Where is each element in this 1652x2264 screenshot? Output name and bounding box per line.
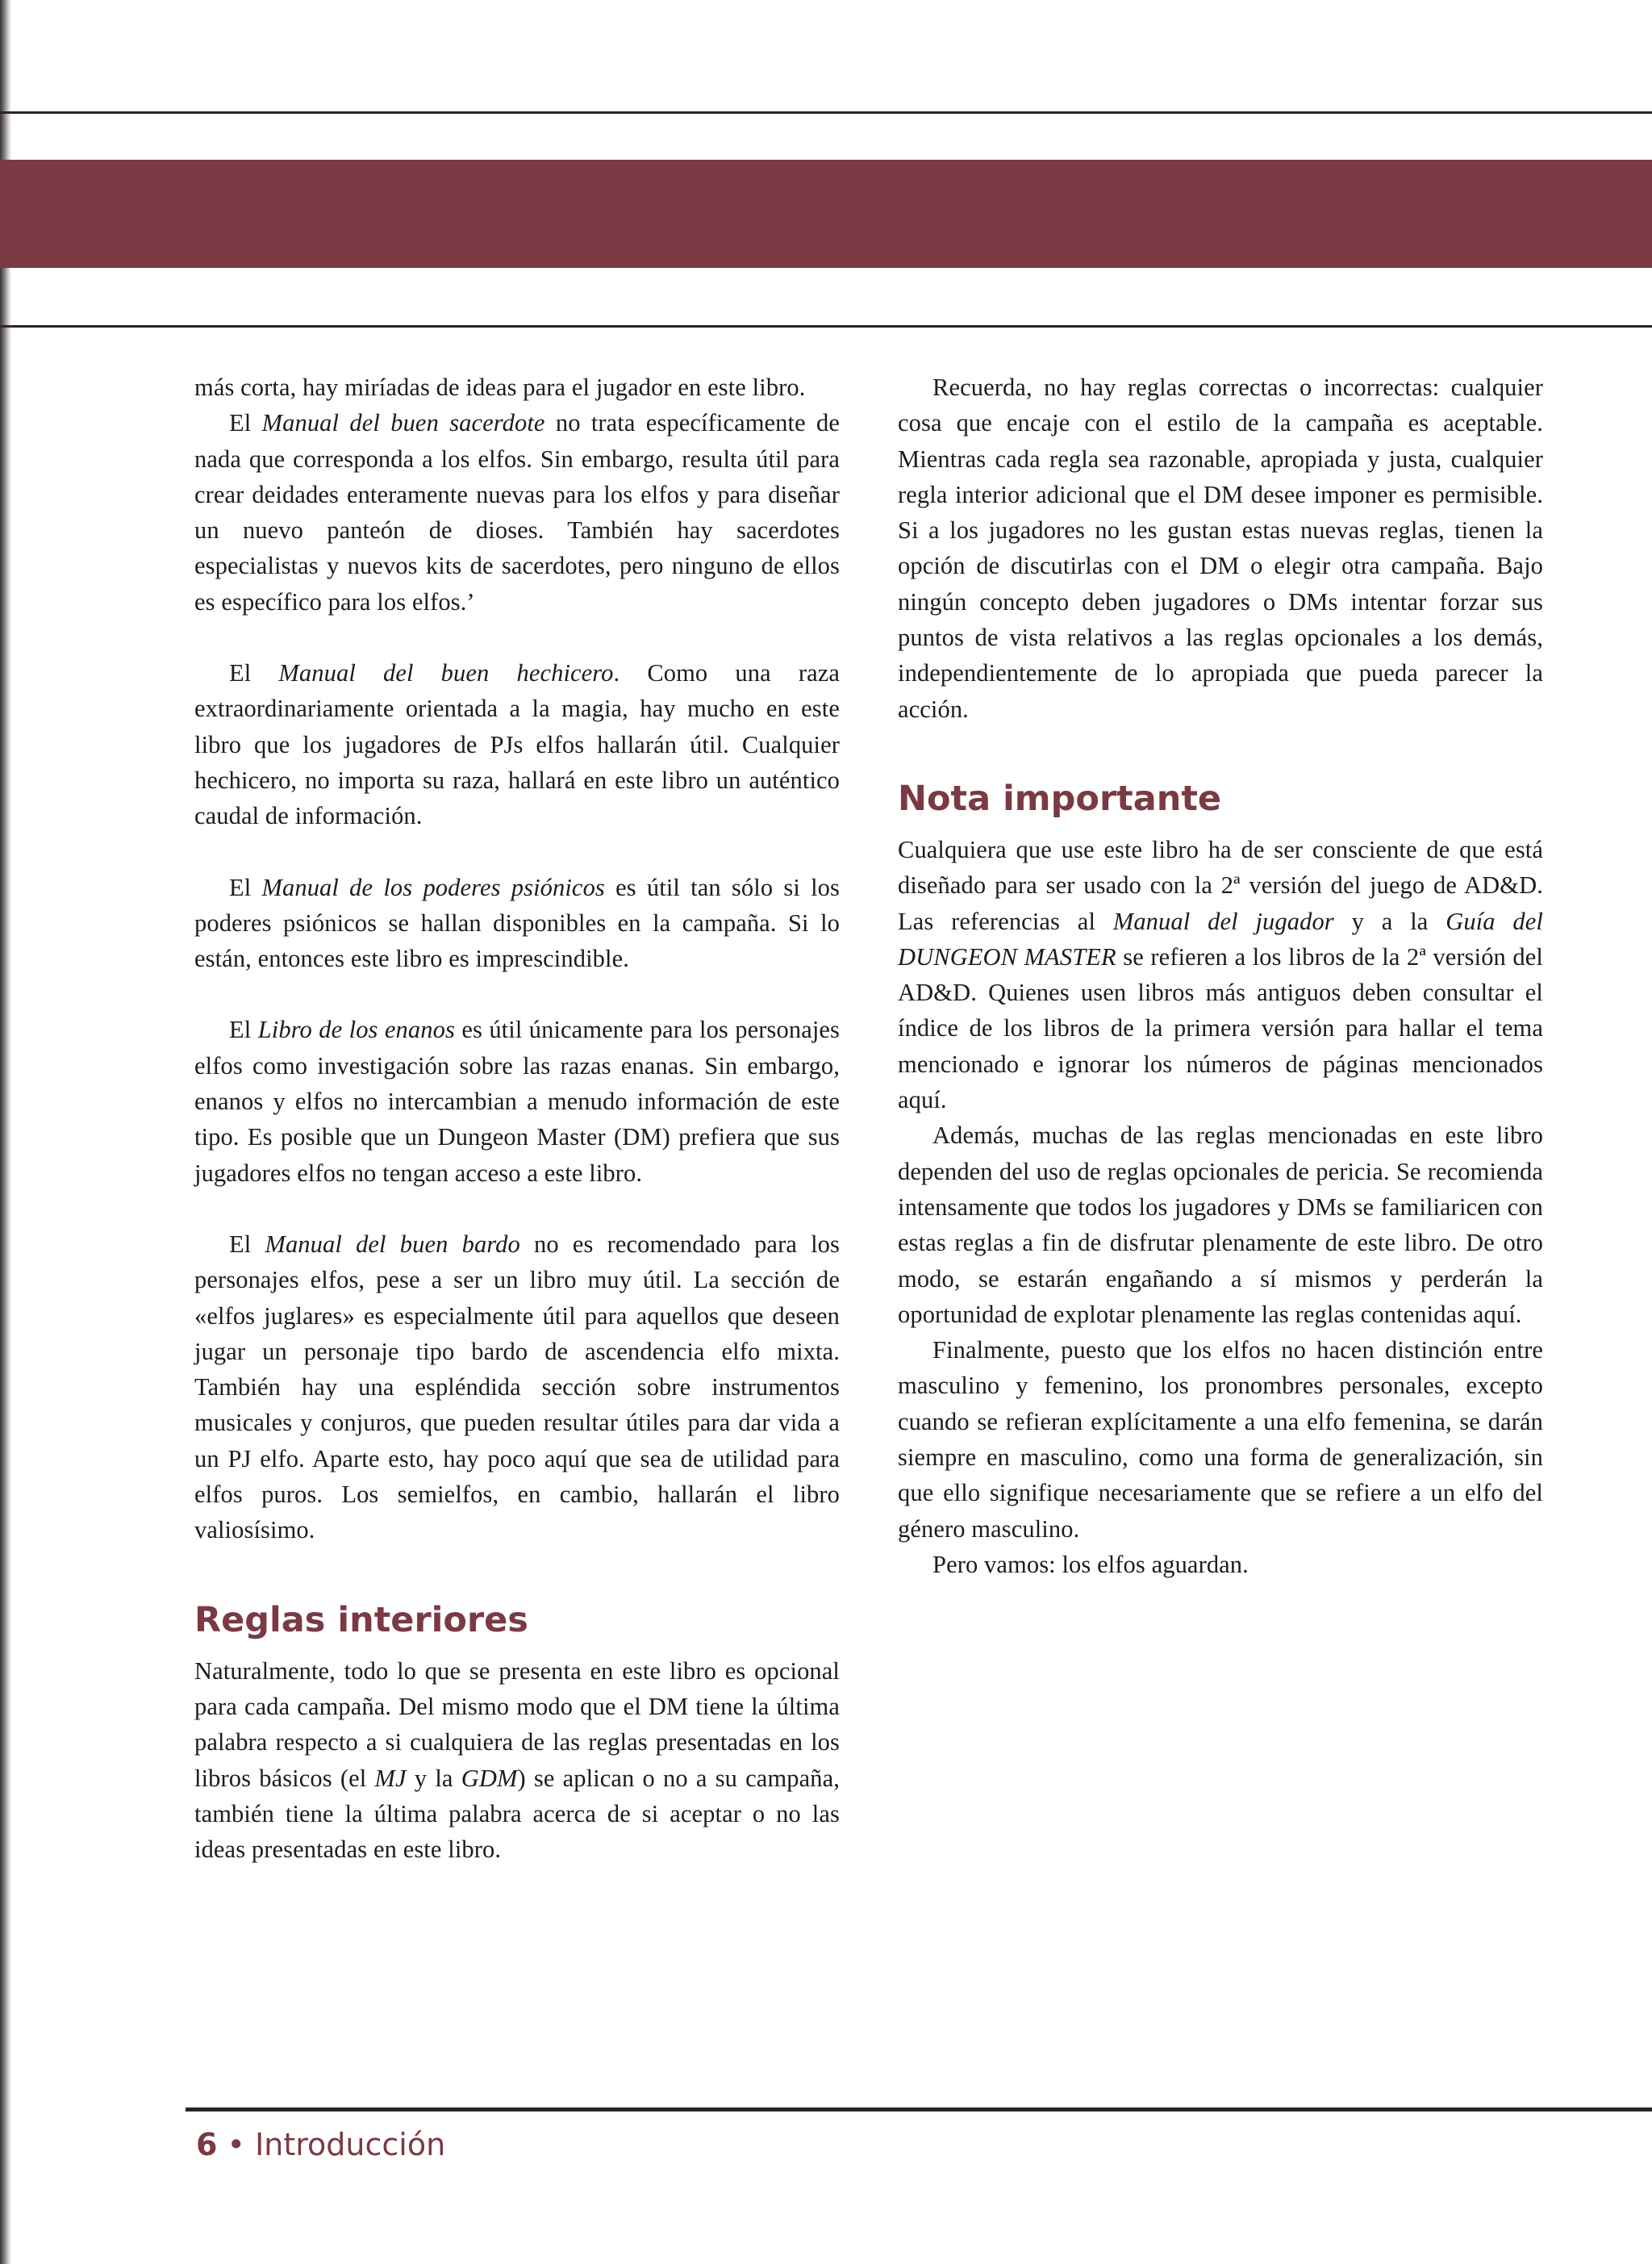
paragraph: El Libro de los enanos es útil únicamente para los personajes elfos como investigación sobre las razas enanas. Sin embargo, enanos y elfos no intercambian a menudo información de este tipo. Es posible que un Dungeon Master (DM) prefiera que sus jugadores elfos no tengan acceso a este libro. (194, 1016, 841, 1187)
paragraph: Pero vamos: los elfos aguardan. (932, 1550, 1249, 1578)
book-title: Manual del buen sacerdote (261, 409, 545, 437)
header-band (0, 160, 1652, 268)
paragraph: más corta, hay miríadas de ideas para el jugador en este libro. (194, 374, 806, 401)
book-title: Manual del buen bardo (265, 1230, 520, 1258)
scan-edge-shadow (0, 0, 11, 2264)
paragraph: Cualquiera que use este libro ha de ser consciente de que está diseñado para ser usado con la 2ª versión del juego de AD&D. Las referencias al Manual del jugador y a la Guía del DUNGEON MASTER se refieren a los libros de la 2ª versión del AD&D. Quienes usen libros más antiguos deben consultar el índice de los libros de la primera versión para hallar el tema mencionado e ignorar los números de páginas mencionados aquí. (898, 835, 1543, 1114)
section-heading-reglas-interiores: Reglas interiores (194, 1599, 528, 1640)
book-title: Manual de los poderes psiónicos (261, 873, 605, 901)
paragraph: El Manual del buen bardo no es recomendado para los personajes elfos, pese a ser un libro muy útil. La sección de «elfos juglares» es especialmente útil para aquellos que deseen jugar un personaje tipo bardo de ascendencia elfo mixta. También hay una espléndida sección sobre instrumentos musicales y conjuros, que pueden resultar útiles para dar vida a un PJ elfo. Aparte esto, hay poco aquí que sea de utilidad para elfos puros. Los semielfos, en cambio, hallarán el libro valiosísimo. (194, 1230, 840, 1544)
paragraph: Finalmente, puesto que los elfos no hacen distinción entre masculino y femenino, los pronombres personales, excepto cuando se refieran explícitamente a una elfo femenina, se darán siempre en masculino, como una forma de generalización, sin que ello signifique necesariamente que se refiere a un elfo del género masculino. (898, 1336, 1543, 1543)
left-column (194, 370, 840, 1867)
paragraph: Además, muchas de las reglas mencionadas en este libro dependen del uso de reglas opcionales de pericia. Se recomienda intensamente que todos los jugadores y DMs se familiaricen con estas reglas a fin de disfrutar plenamente de este libro. De otro modo, se estarán engañando a sí mismos y perderán la oportunidad de explotar plenamente las reglas contenidas aquí. (898, 1122, 1543, 1328)
right-column (898, 370, 1543, 1582)
book-title: Libro de los enanos (257, 1016, 455, 1044)
paragraph: Naturalmente, todo lo que se presenta en este libro es opcional para cada campaña. Del mismo modo que el DM tiene la última palabra respecto a si cualquiera de las reglas presentadas en los libros básicos (el MJ y la GDM) se aplican o no a su campaña, también tiene la última palabra acerca de si aceptar o no las ideas presentadas en este libro. (194, 1656, 840, 1864)
paragraph: El Manual del buen sacerdote no trata específicamente de nada que corresponda a los elfos. Sin embargo, resulta útil para crear deidades enteramente nuevas para los elfos y para diseñar un nuevo panteón de dioses. También hay sacerdotes especialistas y nuevos kits de sacerdotes, pero ninguno de ellos es específico para los elfos.’ (194, 409, 841, 616)
paragraph: El Manual del buen hechicero. Como una raza extraordinariamente orientada a la magia, hay mucho en este libro que los jugadores de PJs elfos hallarán útil. Cualquier hechicero, no importa su raza, hallará en este libro un auténtico caudal de información. (194, 659, 841, 830)
section-heading-nota-importante: Nota importante (898, 778, 1222, 819)
header-rule (0, 325, 1652, 328)
section-name: Introducción (255, 2127, 446, 2162)
top-rule (0, 111, 1652, 114)
paragraph: Recuerda, no hay reglas correctas o incorrectas: cualquier cosa que encaje con el estilo de la campaña es aceptable. Mientras cada regla sea razonable, apropiada y justa, cualquier regla interior adicional que el DM desee imponer es permisible. Si a los jugadores no les gustan estas nuevas reglas, tienen la opción de discutirlas con el DM o elegir otra campaña. Bajo ningún concepto deben jugadores o DMs intentar forzar sus puntos de vista relativos a las reglas opcionales a los demás, independientemente de lo apropiada que pueda parecer la acción. (898, 374, 1543, 723)
page-number: 6 (196, 2127, 218, 2162)
book-title: Manual del buen hechicero (278, 659, 614, 687)
paragraph: El Manual de los poderes psiónicos es útil tan sólo si los poderes psiónicos se hallan disponibles en la campaña. Si lo están, entonces este libro es imprescindible. (194, 873, 840, 973)
page-footer (196, 2122, 445, 2167)
footer-bullet: • (227, 2127, 245, 2162)
footer-rule (186, 2107, 1652, 2112)
